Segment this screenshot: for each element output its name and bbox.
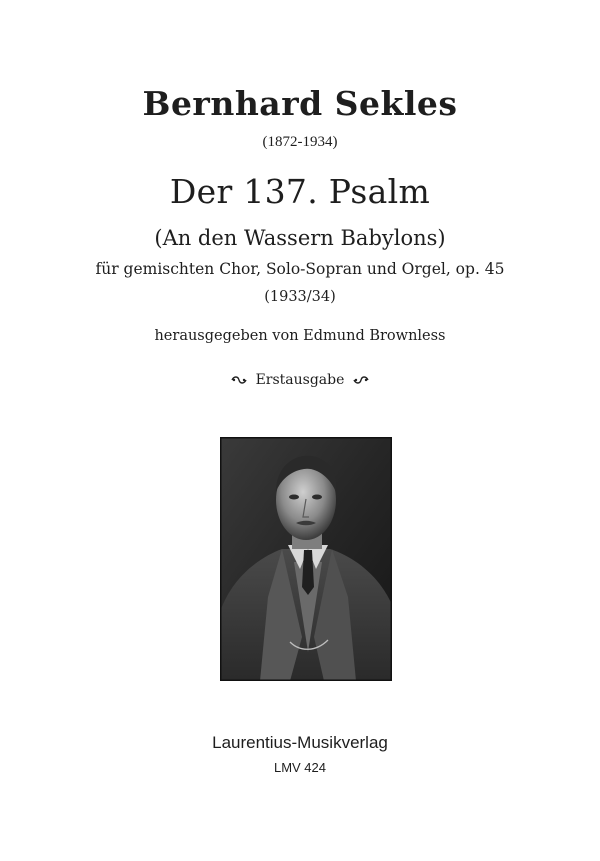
fleuron-left-icon (231, 375, 247, 385)
work-scoring: für gemischten Chor, Solo-Sopran und Orgel, op. 45 (95, 260, 505, 278)
composer-dates: (1872-1934) (262, 134, 338, 150)
publisher-name: Laurentius-Musikverlag (212, 733, 388, 752)
portrait-photo (220, 437, 392, 681)
composer-name: Bernhard Sekles (142, 84, 458, 123)
work-subtitle: (An den Wassern Babylons) (154, 226, 446, 250)
edition-label: Erstausgabe (255, 372, 345, 388)
work-year: (1933/34) (264, 289, 336, 305)
composer-portrait (220, 437, 392, 681)
fleuron-right-icon (353, 375, 369, 385)
catalog-number: LMV 424 (273, 760, 327, 775)
edition-line (0, 372, 600, 388)
editor-credit: herausgegeben von Edmund Brownless (154, 328, 446, 344)
work-title: Der 137. Psalm (169, 172, 431, 211)
